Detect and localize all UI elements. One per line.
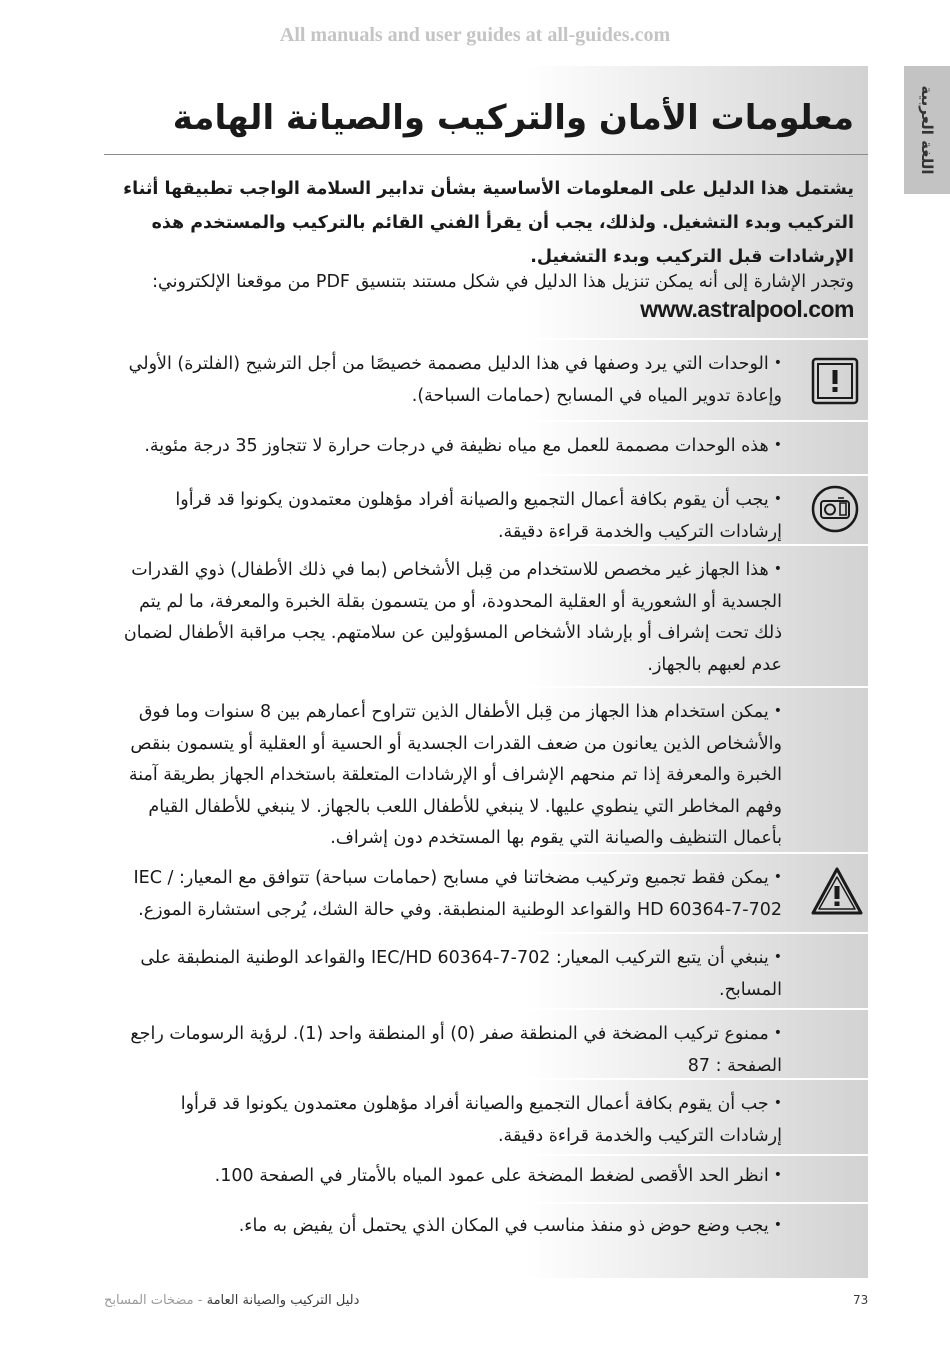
language-tab-label: اللغة العربية [918,85,936,175]
bullet-text: •ينبغي أن يتبع التركيب المعيار: IEC/HD 60364-7-702 والقواعد الوطنية المنطبقة على المسابح. [140,948,782,1000]
list-item [104,544,868,686]
language-tab [904,66,950,194]
bullet-text: •انظر الحد الأقصى لضغط المضخة على عمود المياه بالأمتار في الصفحة 100. [214,1166,782,1186]
intro-note-paragraph: وتجدر الإشارة إلى أنه يمكن تنزيل هذا الدليل في شكل مستند بتنسيق PDF من موقعنا الإلكتروني: [152,272,854,292]
intro-bold-paragraph: يشتمل هذا الدليل على المعلومات الأساسية بشأن تدابير السلامة الواجب تطبيقها أثناء التركيب وبدء التشغيل. ولذلك، يجب أن يقرأ الفني القائم بالتركيب والمستخدم هذه الإرشادات قبل التركيب وبدء التشغيل. [123,179,854,267]
list-item [104,852,868,932]
bullet-text: •الوحدات التي يرد وصفها في هذا الدليل مصممة خصيصًا من أجل الترشيح (الفلترة) الأولي وإعادة تدوير المياه في المسابح (حمامات السباحة). [128,354,782,406]
page-title: معلومات الأمان والتركيب والصيانة الهامة [172,98,854,138]
list-item [104,686,868,852]
list-item [104,932,868,1008]
bullet-text: •يمكن استخدام هذا الجهاز من قِبل الأطفال الذين تتراوح أعمارهم بين 8 سنوات وما فوق والأشخاص الذين يعانون من ضعف القدرات الجسدية أو الحسية أو العقلية أو يتسمون بنقص الخبرة والمعرفة إذا تم منحهم الإشراف أو الإرشادات المتعلقة باستخدام الجهاز بطريقة آمنة وفهم المخاطر التي ينطوي عليها. لا ينبغي للأطفال اللعب بالجهاز. لا ينبغي للأطفال القيام بأعمال التنظيف والصيانة التي يقوم بها المستخدم دون إشراف. [128,702,782,848]
warning-triangle-icon [810,866,864,918]
title-divider [104,154,868,155]
footer-separator: - [197,1293,203,1308]
watermark: All manuals and user guides at all-guides.com [279,24,671,46]
bullet-text: •جب أن يقوم بكافة أعمال التجميع والصيانة أفراد مؤهلون معتمدون يكونوا قد قرأوا إرشادات التركيب والخدمة قراءة دقيقة. [180,1094,782,1146]
list-item [104,338,868,420]
bullet-text: •هذا الجهاز غير مخصص للاستخدام من قِبل الأشخاص (بما في ذلك الأطفال) ذوي القدرات الجسدية أو الشعورية أو العقلية المحدودة، أو من يتسمون بقلة الخبرة والمعرفة، ما لم يتم ذلك تحت إشراف أو بإرشاد الأشخاص المسؤولين عن سلامتهم. يجب مراقبة الأطفال لضمان عدم لعبهم بالجهاز. [123,560,782,675]
exclamation-box-icon [810,356,860,406]
safety-bullet-list [104,338,868,1254]
bullet-text: •ممنوع تركيب المضخة في المنطقة صفر (0) أو المنطقة واحد (1). لرؤية الرسومات راجع الصفحة : 87 [130,1024,782,1076]
bullet-text: •يمكن فقط تجميع وتركيب مضخاتنا في مسابح (حمامات سباحة) تتوافق مع المعيار: IEC / HD 60364-7-702 والقواعد الوطنية المنطبقة. وفي حالة الشك، يُرجى استشارة الموزع. [133,868,782,920]
list-item [104,1202,868,1254]
bullet-text: •يجب أن يقوم بكافة أعمال التجميع والصيانة أفراد مؤهلون معتمدون يكونوا قد قرأوا إرشادات التركيب والخدمة قراءة دقيقة. [175,490,782,542]
list-item [104,1154,868,1202]
bullet-text: •يجب وضع حوض ذو منفذ مناسب في المكان الذي يحتمل أن يفيض به ماء. [238,1216,782,1236]
page-number: 73 [853,1293,869,1307]
list-item [104,474,868,544]
website-link[interactable]: www.astralpool.com [640,296,854,322]
bullet-text: •هذه الوحدات مصممة للعمل مع مياه نظيفة في درجات حرارة لا تتجاوز 35 درجة مئوية. [144,436,782,456]
footer-product: مضخات المسابح [104,1293,194,1308]
list-item [104,1008,868,1078]
read-manual-icon [810,484,860,534]
footer-guide-title [104,1293,359,1308]
footer-guide: دليل التركيب والصيانة العامة [206,1293,360,1308]
list-item [104,420,868,474]
list-item [104,1078,868,1154]
